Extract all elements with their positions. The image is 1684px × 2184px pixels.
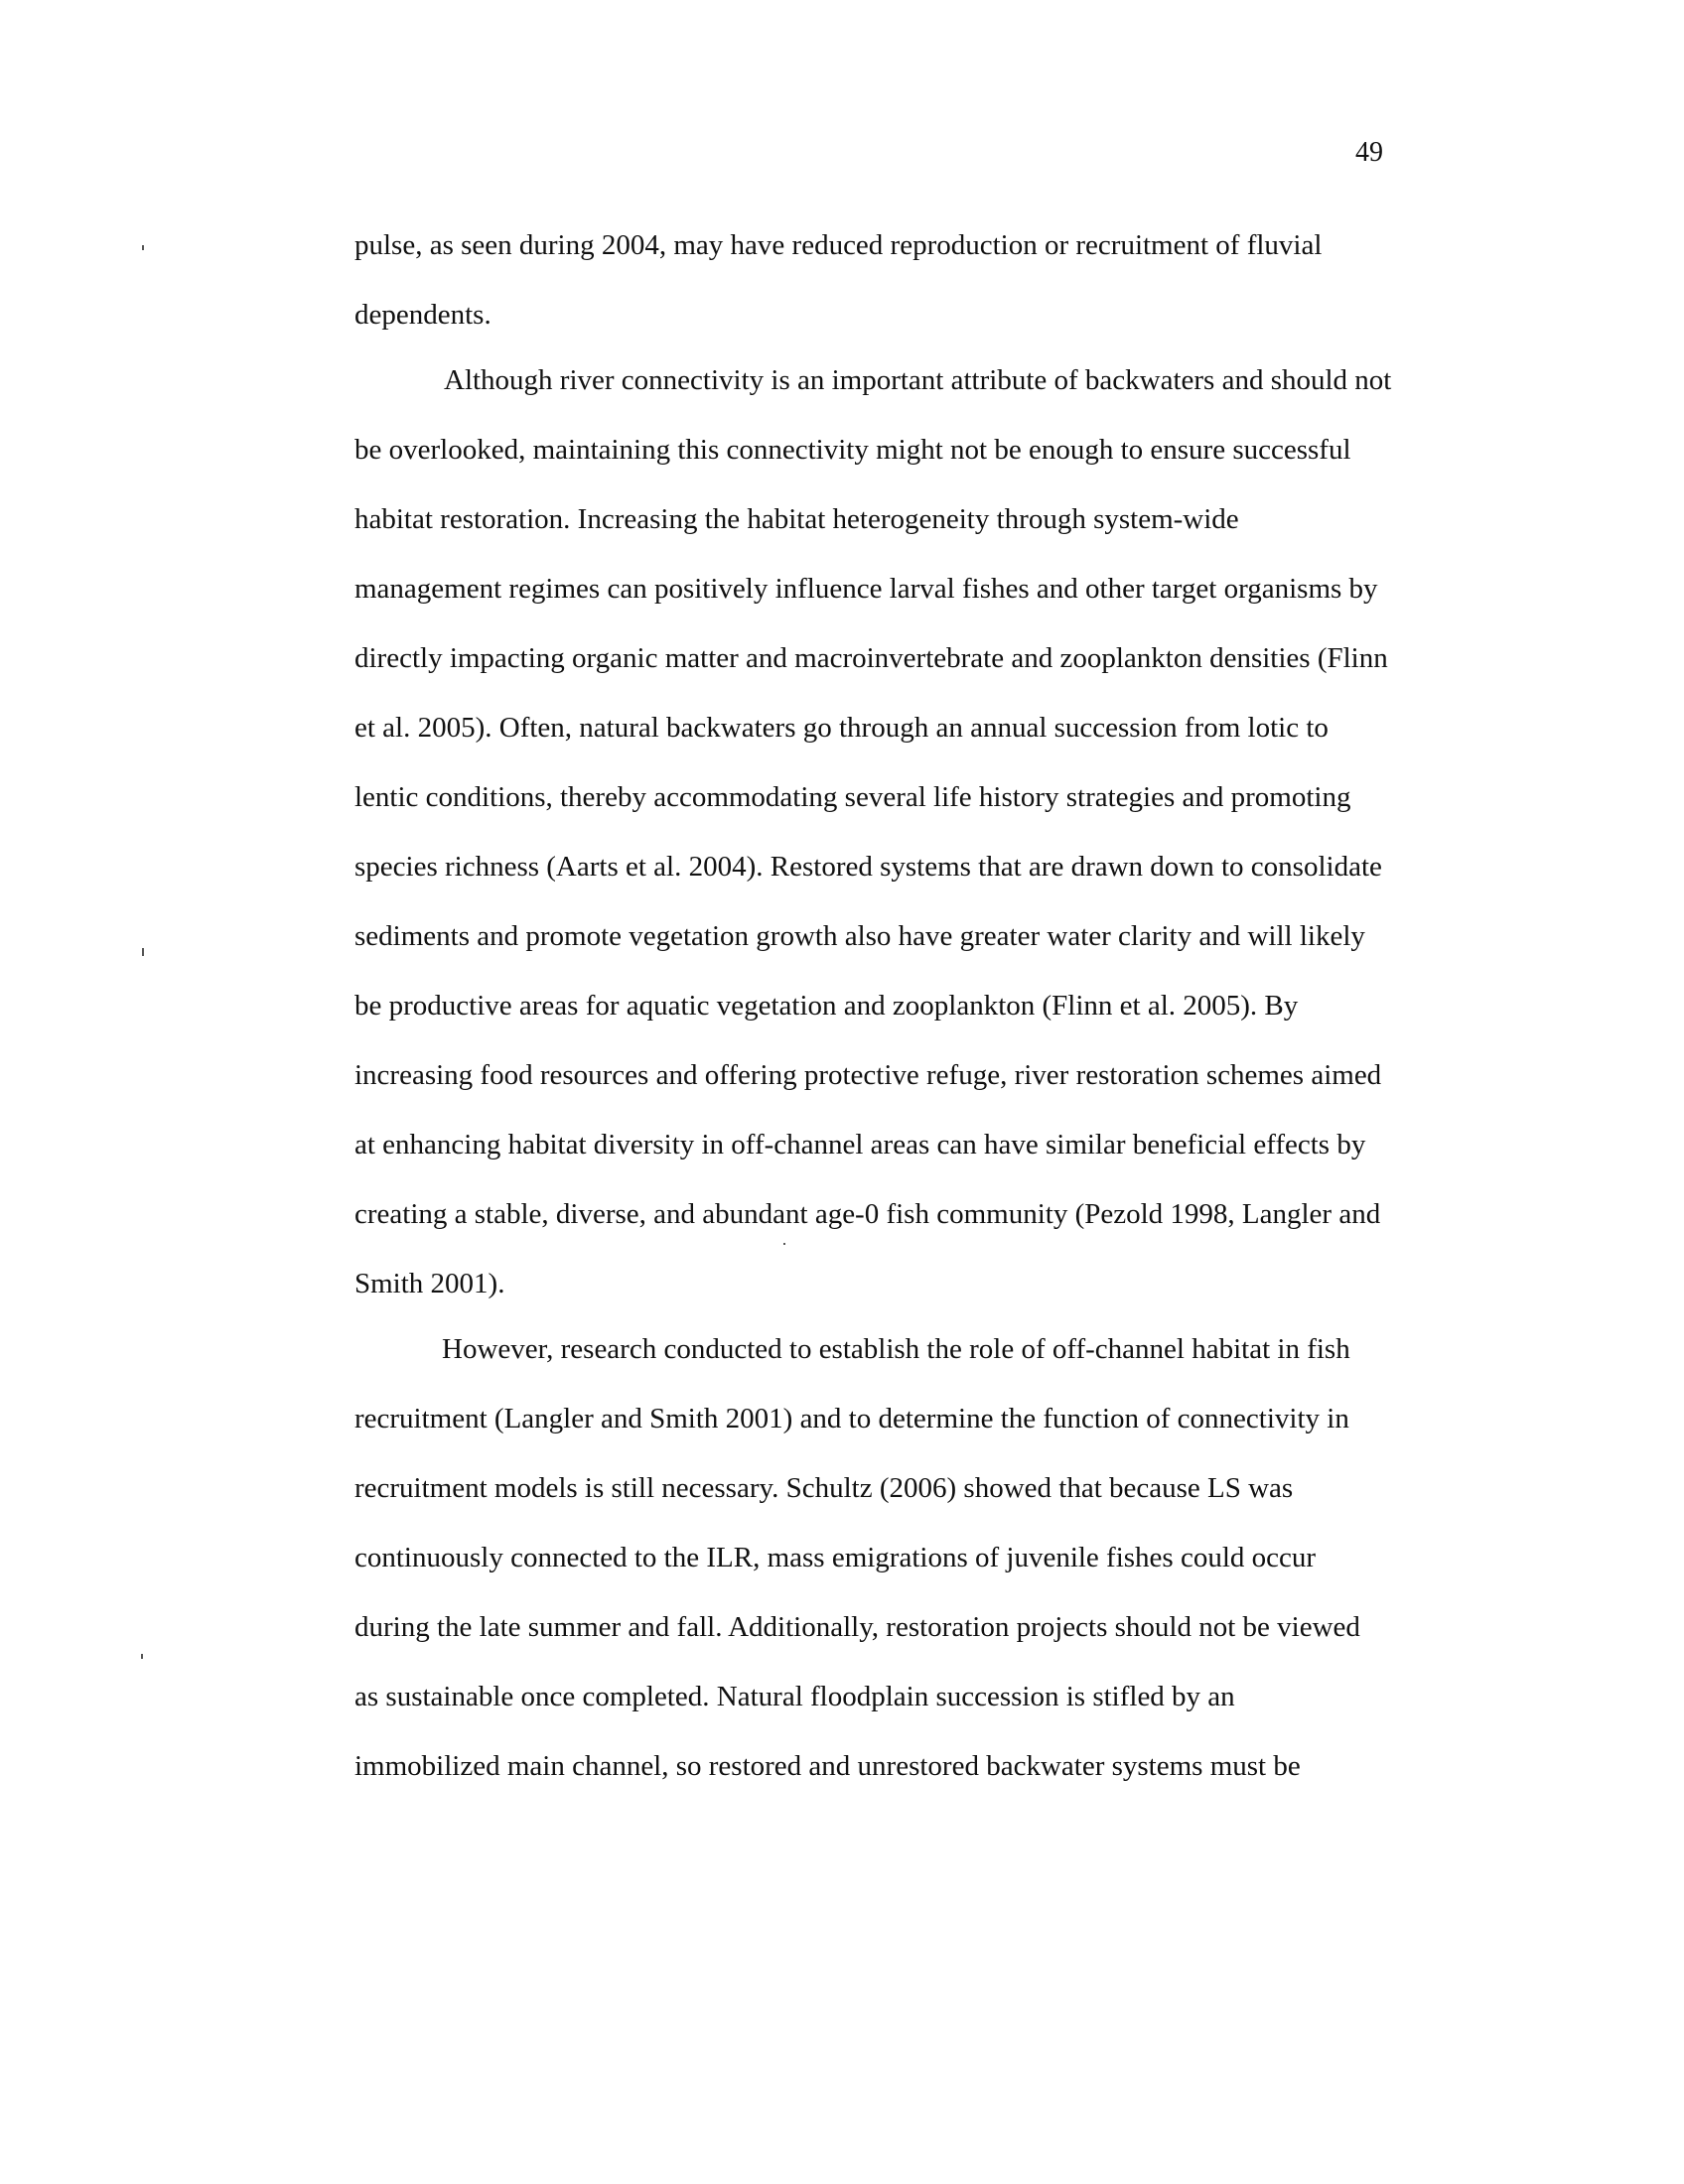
binding-hole-mark — [142, 948, 144, 956]
text-line: lentic conditions, thereby accommodating several life history strategies and promoting — [354, 781, 1351, 813]
text-line: continuously connected to the ILR, mass emigrations of juvenile fishes could occur — [354, 1542, 1317, 1573]
text-line: during the late summer and fall. Additionally, restoration projects should not be viewed — [354, 1611, 1360, 1643]
binding-hole-mark — [141, 1654, 143, 1659]
text-line: at enhancing habitat diversity in off-channel areas can have similar beneficial effects by — [354, 1129, 1366, 1160]
text-line: However, research conducted to establish the role of off-channel habitat in fish — [442, 1333, 1350, 1365]
text-line: recruitment (Langler and Smith 2001) and to determine the function of connectivity in — [354, 1403, 1349, 1434]
text-line: Smith 2001). — [354, 1268, 505, 1299]
text-line: et al. 2005). Often, natural backwaters go through an annual succession from lotic to — [354, 712, 1329, 744]
text-line: recruitment models is still necessary. Schultz (2006) showed that because LS was — [354, 1472, 1294, 1504]
text-line: pulse, as seen during 2004, may have reduced reproduction or recruitment of fluvial — [354, 229, 1323, 261]
binding-hole-mark — [142, 245, 144, 250]
text-line: management regimes can positively influence larval fishes and other target organisms by — [354, 573, 1378, 605]
page-number: 49 — [1355, 137, 1383, 168]
text-line: Although river connectivity is an important attribute of backwaters and should not — [444, 364, 1392, 396]
text-line: sediments and promote vegetation growth also have greater water clarity and will likely — [354, 920, 1365, 952]
scan-speck — [783, 1243, 785, 1245]
text-line: creating a stable, diverse, and abundant age-0 fish community (Pezold 1998, Langler and — [354, 1198, 1381, 1230]
text-line: as sustainable once completed. Natural floodplain succession is stifled by an — [354, 1681, 1235, 1712]
text-line: be overlooked, maintaining this connectivity might not be enough to ensure successful — [354, 434, 1351, 466]
text-line: increasing food resources and offering protective refuge, river restoration schemes aimed — [354, 1059, 1382, 1091]
text-line: dependents. — [354, 299, 491, 331]
text-line: species richness (Aarts et al. 2004). Restored systems that are drawn down to consolidate — [354, 851, 1382, 883]
text-line: immobilized main channel, so restored and unrestored backwater systems must be — [354, 1750, 1301, 1782]
text-line: directly impacting organic matter and macroinvertebrate and zooplankton densities (Flinn — [354, 642, 1388, 674]
text-line: habitat restoration. Increasing the habitat heterogeneity through system-wide — [354, 503, 1239, 535]
text-line: be productive areas for aquatic vegetation and zooplankton (Flinn et al. 2005). By — [354, 990, 1299, 1022]
